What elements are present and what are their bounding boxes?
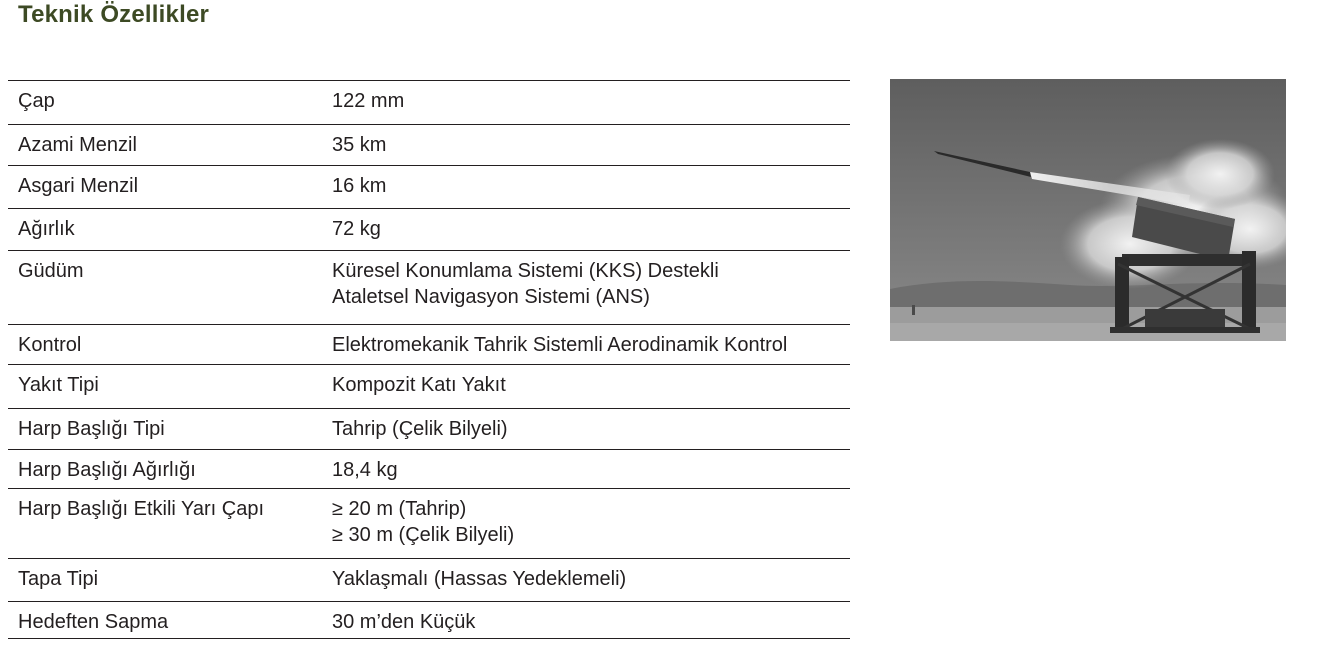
spec-row [8,365,850,409]
spec-label: Yakıt Tipi [18,374,99,396]
spec-value: 30 m’den Küçük [332,611,476,633]
spec-row [8,166,850,209]
spec-label: Kontrol [18,334,82,356]
spec-row [8,559,850,602]
spec-row [8,450,850,489]
spec-row [8,81,850,125]
spec-value: 122 mm [332,90,405,112]
spec-label: Güdüm [18,260,84,282]
spec-value: 18,4 kg [332,459,398,481]
spec-value: Elektromekanik Tahrik Sistemli Aerodinamik Kontrol [332,334,788,356]
spec-row [8,602,850,639]
spec-row [8,209,850,251]
spec-row [8,125,850,166]
spec-label: Harp Başlığı Ağırlığı [18,459,196,481]
spec-label: Çap [18,90,55,112]
spec-value: Tahrip (Çelik Bilyeli) [332,418,508,440]
spec-label: Azami Menzil [18,134,137,156]
spec-value: Küresel Konumlama Sistemi (KKS) Destekli Ataletsel Navigasyon Sistemi (ANS) [332,260,719,308]
spec-value: 35 km [332,134,387,156]
spec-label: Hedeften Sapma [18,611,169,633]
page-title: Teknik Özellikler [18,1,210,28]
spec-label: Harp Başlığı Etkili Yarı Çapı [18,498,265,520]
spec-label: Harp Başlığı Tipi [18,418,165,440]
spec-label: Tapa Tipi [18,568,99,590]
spec-value: Kompozit Katı Yakıt [332,374,506,396]
spec-value: Yaklaşmalı (Hassas Yedeklemeli) [332,568,627,590]
rocket-launch-photo [890,79,1286,341]
spec-row [8,251,850,325]
spec-value: 72 kg [332,218,381,240]
spec-row [8,325,850,365]
spec-row [8,409,850,450]
spec-table [8,80,850,639]
spec-value: ≥ 20 m (Tahrip) ≥ 30 m (Çelik Bilyeli) [332,498,515,546]
spec-label: Asgari Menzil [18,175,139,197]
spec-value: 16 km [332,175,387,197]
spec-label: Ağırlık [18,218,75,240]
spec-row [8,489,850,559]
